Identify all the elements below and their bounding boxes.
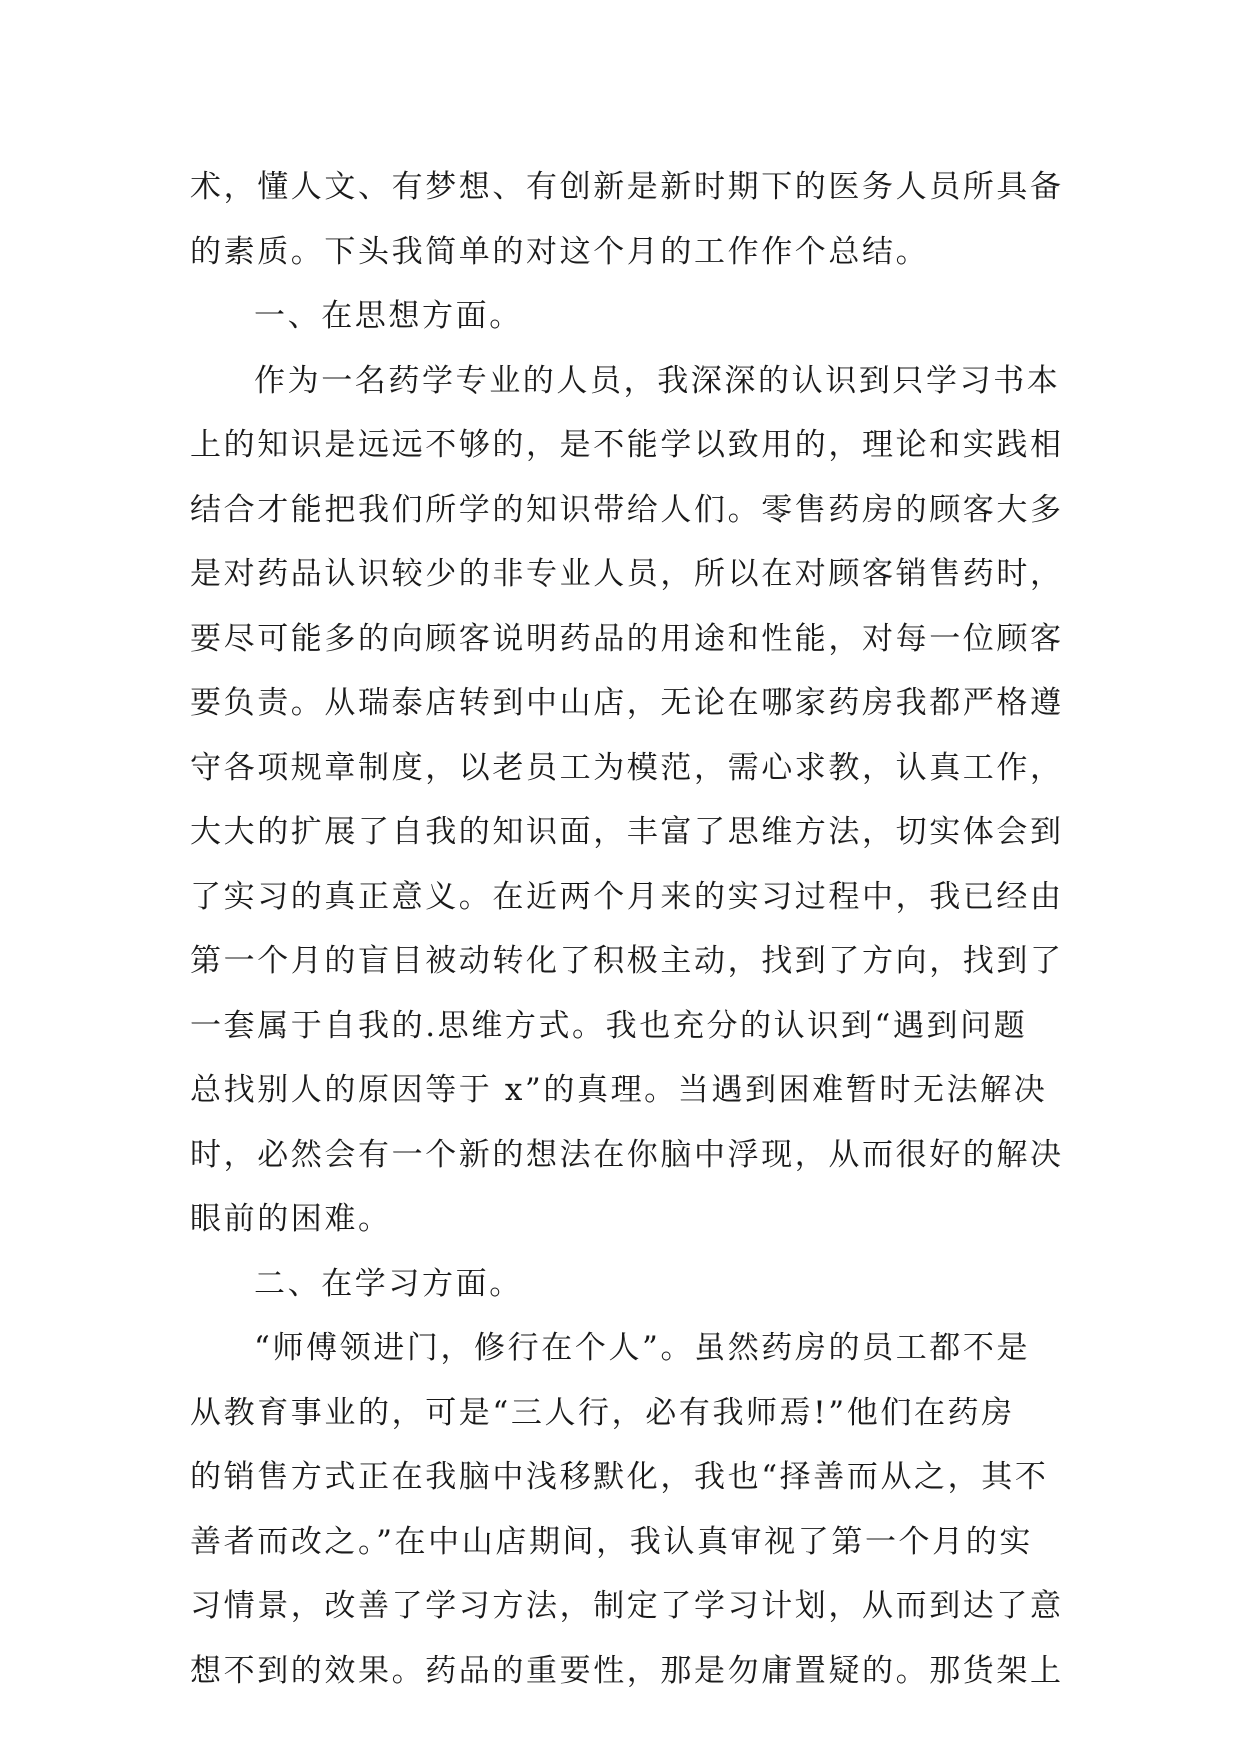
text-line: 守各项规章制度，以老员工为模范，需心求教，认真工作， — [190, 749, 1064, 786]
text-line: 善者而改之。”在中山店期间，我认真审视了第一个月的实 — [190, 1523, 1033, 1560]
section-heading: 二、在学习方面。 — [254, 1265, 523, 1302]
text-line: 要负责。从瑞泰店转到中山店，无论在哪家药房我都严格遵 — [190, 685, 1064, 721]
text-line: 上的知识是远远不够的，是不能学以致用的，理论和实践相 — [190, 427, 1064, 463]
text-line: 习情景，改善了学习方法，制定了学习计划，从而到达了意 — [190, 1588, 1064, 1624]
text-line: 是对药品认识较少的非专业人员，所以在对顾客销售药时， — [190, 556, 1064, 592]
text-line: 第一个月的盲目被动转化了积极主动，找到了方向，找到了 — [190, 943, 1064, 979]
text-line: 大大的扩展了自我的知识面，丰富了思维方法，切实体会到 — [190, 814, 1064, 850]
text-line: 一套属于自我的.思维方式。我也充分的认识到“遇到问题 — [190, 1007, 1028, 1044]
text-line: 总找别人的原因等于 x”的真理。当遇到困难暂时无法解决 — [190, 1072, 1048, 1108]
text-line: 了实习的真正意义。在近两个月来的实习过程中，我已经由 — [190, 878, 1064, 915]
text-line: 术，懂人文、有梦想、有创新是新时期下的医务人员所具备 — [190, 169, 1064, 205]
text-line: 眼前的困难。 — [190, 1201, 392, 1237]
section-heading: 一、在思想方面。 — [254, 298, 523, 334]
text-line: 时，必然会有一个新的想法在你脑中浮现，从而很好的解决 — [190, 1136, 1064, 1173]
text-line: 想不到的效果。药品的重要性，那是勿庸置疑的。那货架上 — [190, 1652, 1064, 1689]
text-line: 结合才能把我们所学的知识带给人们。零售药房的顾客大多 — [190, 491, 1064, 528]
text-line: 要尽可能多的向顾客说明药品的用途和性能，对每一位顾客 — [190, 620, 1064, 657]
text-line: 从教育事业的，可是“三人行，必有我师焉!”他们在药房 — [190, 1394, 1015, 1431]
body-text — [190, 155, 1070, 1703]
text-line: 作为一名药学专业的人员，我深深的认识到只学习书本 — [254, 362, 1061, 399]
text-line: 的素质。下头我简单的对这个月的工作作个总结。 — [190, 233, 930, 270]
text-line: “师傅领进门，修行在个人”。虽然药房的员工都不是 — [254, 1330, 1031, 1366]
text-line: 的销售方式正在我脑中浅移默化，我也“择善而从之，其不 — [190, 1459, 1049, 1495]
